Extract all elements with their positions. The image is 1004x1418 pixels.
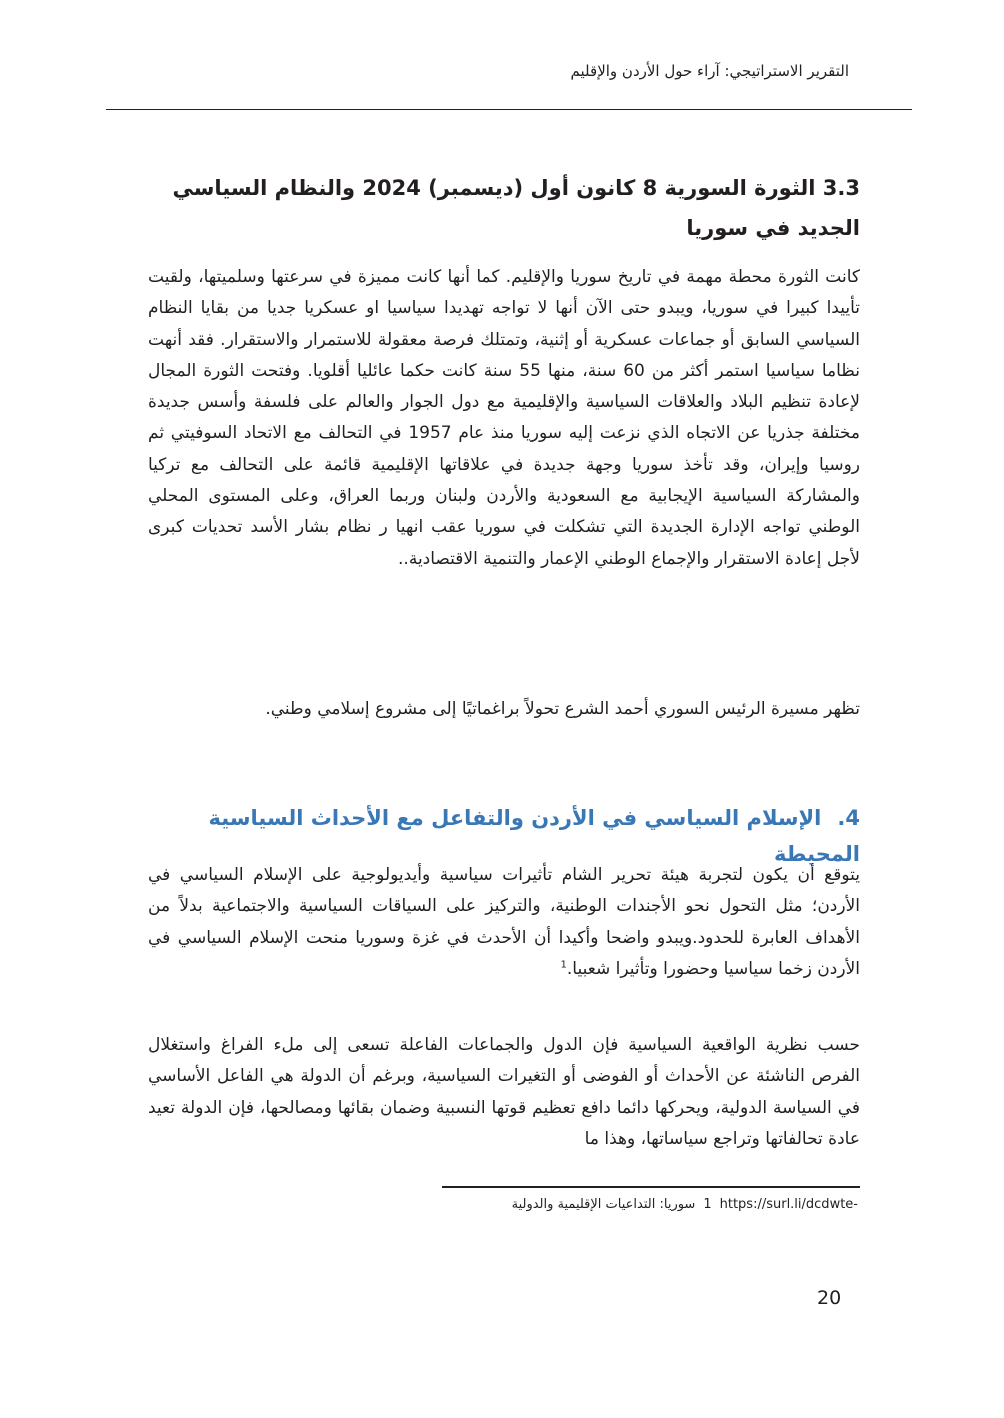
section-4-number: 4. [837, 806, 860, 830]
section-4-paragraph-2: حسب نظرية الواقعية السياسية فإن الدول والجماعات الفاعلة تسعى إلى ملء الفراغ واستغلال الفرص الناشئة عن الأحداث أو الفوضى أو التغيرات السياسية، وبرغم أن الدولة هي الفاعل الأساسي في السياسة الدولية، ويحركها دائما دافع تعظيم قوتها النسبية وضمان بقائها ومصالحها، فإن الدولة تعيد عادة تحالفاتها وتراجع سياساتها، وهذا ما [148, 1035, 860, 1149]
footnote-reference[interactable]: 1 [560, 959, 567, 971]
footnote-link[interactable]: https://surl.li/dcdwte [719, 1197, 854, 1212]
footnote-number: -1 [703, 1197, 858, 1212]
section-3-3-paragraph-2: تظهر مسيرة الرئيس السوري أحمد الشرع تحولاً براغماتيًا إلى مشروع إسلامي وطني. [265, 699, 860, 719]
section-4-paragraph-1 [148, 860, 860, 985]
header-divider [106, 109, 912, 110]
section-4-paragraph-1-text: يتوقع أن يكون لتجربة هيئة تحرير الشام تأثيرات سياسية وأيديولوجية على الإسلام السياسي في الأردن؛ مثل التحول نحو الأجندات الوطنية، والتركيز على السياقات السياسية والاجتماعية بدلاً من الأهداف العابرة للحدود.ويبدو واضحا وأكيدا أن الأحدث في غزة وسوريا منحت الإسلام السياسي في الأردن زخما سياسيا وحضورا وتأثيرا شعبيا. [148, 865, 860, 979]
section-3-3-paragraph-1: كانت الثورة محطة مهمة في تاريخ سوريا والإقليم. كما أنها كانت مميزة في سرعتها وسلميتها، ولقيت تأييدا كبيرا في سوريا، ويبدو حتى الآن أنها لا تواجه تهديدا سياسيا او عسكريا جديا من بقايا النظام السياسي السابق أو جماعات عسكرية أو إثنية، وتمتلك فرصة معقولة للاستمرار والاستقرار. فقد أنهت نظاما سياسيا استمر أكثر من 60 سنة، منها 55 سنة كانت حكما عائليا أقلويا. وفتحت الثورة المجال لإعادة تنظيم البلاد والعلاقات السياسية والإقليمية مع دول الجوار والعالم على فلسفة وأسس جديدة مختلفة جذريا عن الاتجاه الذي نزعت إليه سوريا منذ عام 1957 في التحالف مع الاتحاد السوفيتي ثم روسيا وإيران، وقد تأخذ سوريا وجهة جديدة في علاقاتها الإقليمية قائمة على التحالف مع تركيا والمشاركة السياسية الإيجابية مع السعودية والأردن ولبنان وربما العراق، وعلى المستوى المحلي الوطني تواجه الإدارة الجديدة التي تشكلت في سوريا عقب انهيا ر نظام بشار الأسد تحديات كبرى لأجل إعادة الاستقرار والإجماع الوطني الإعمار والتنمية الاقتصادية.. [148, 267, 860, 569]
section-3-3-heading: 3.3 الثورة السورية 8 كانون أول (ديسمبر) 2024 والنظام السياسي الجديد في سوريا [172, 176, 860, 240]
running-header: التقرير الاستراتيجي: آراء حول الأردن والإقليم [570, 62, 849, 80]
footnote-divider [442, 1186, 860, 1188]
footnote [512, 1197, 858, 1212]
footnote-text: سوريا: التداعيات الإقليمية والدولية [511, 1197, 696, 1212]
page-number: 20 [817, 1287, 842, 1309]
section-4-title: الإسلام السياسي في الأردن والتفاعل مع الأحداث السياسية المحيطة [208, 806, 860, 866]
